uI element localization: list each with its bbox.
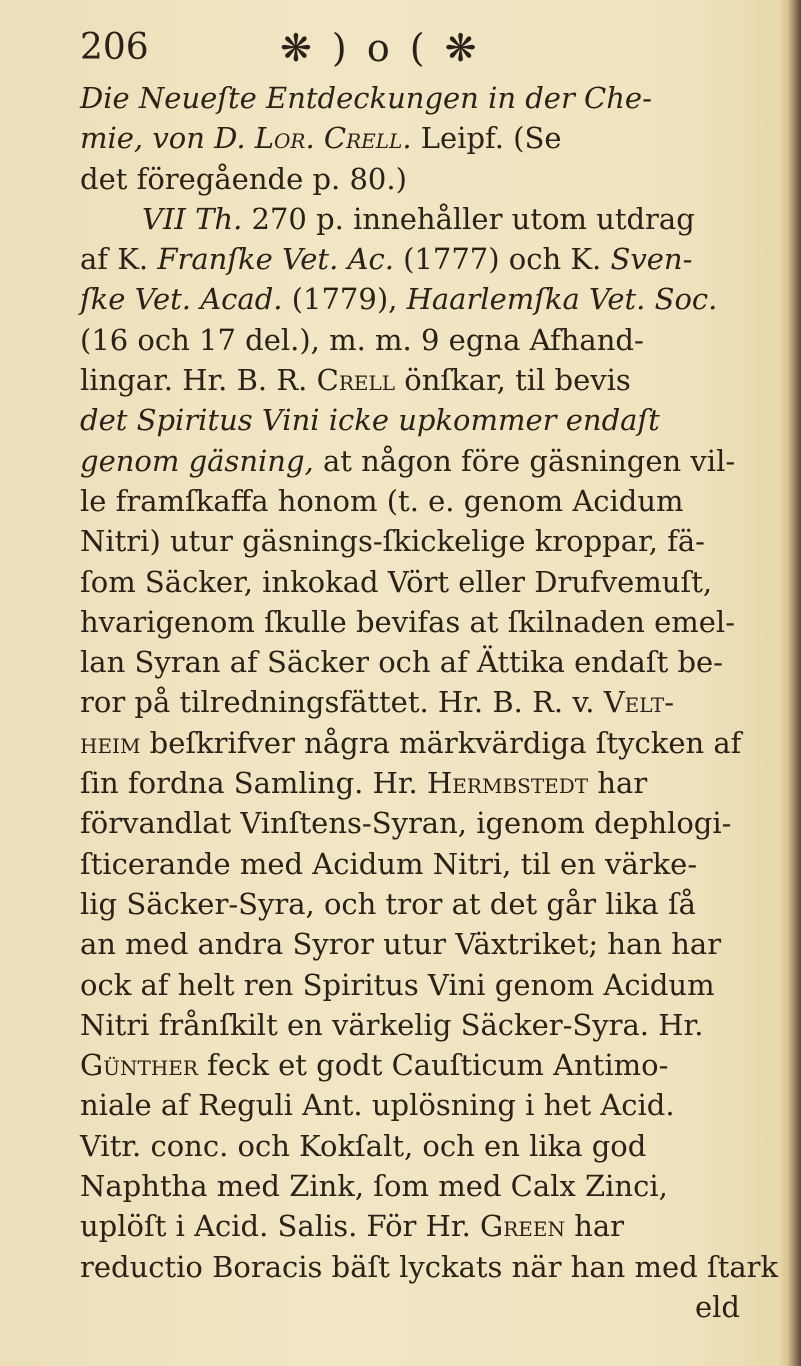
text-segment: Hermbstedt — [427, 766, 589, 801]
text-line — [80, 562, 740, 602]
text-line — [80, 159, 740, 199]
text-line — [80, 803, 740, 843]
text-segment: eld — [694, 1289, 740, 1324]
text-segment: förvandlat Vinſtens-Syran, igenom dephlogi- — [80, 806, 732, 841]
text-line — [80, 602, 740, 642]
text-segment: ſke Vet. Acad. — [80, 282, 283, 317]
text-segment: ſticerande med Acidum Nitri, til en värke- — [80, 846, 698, 881]
text-line — [80, 1045, 740, 1085]
text-segment: uplöſt i Acid. Salis. För Hr. — [80, 1209, 481, 1244]
text-segment: ſin fordna Samling. Hr. — [80, 766, 427, 801]
text-segment: (1779), — [282, 282, 407, 317]
text-segment: af K. — [80, 242, 158, 277]
text-segment: ror på tilredningsfättet. Hr. B. R. v. — [80, 685, 604, 720]
text-line — [80, 763, 740, 803]
text-line — [80, 1126, 740, 1166]
text-line — [80, 78, 740, 118]
text-segment: 270 p. innehåller utom utdrag — [242, 201, 695, 236]
text-line — [80, 924, 740, 964]
text-line — [80, 642, 740, 682]
text-line — [80, 884, 740, 924]
text-line — [80, 441, 740, 481]
text-segment: (16 och 17 del.), m. m. 9 egna Afhand- — [80, 322, 644, 357]
text-segment: har — [564, 1209, 625, 1244]
text-segment: lingar. Hr. B. R. — [80, 363, 317, 398]
text-line — [80, 1166, 740, 1206]
text-line — [80, 400, 740, 440]
text-segment: ſom Säcker, inkokad Vört eller Drufvemuſt, — [80, 564, 713, 599]
page-header — [80, 18, 720, 78]
body-text — [80, 78, 779, 1327]
text-segment: Franſke Vet. Ac. — [157, 242, 394, 277]
text-line — [80, 239, 740, 279]
text-line — [80, 320, 740, 360]
page-edge-shadow — [779, 0, 801, 1366]
text-line — [80, 1247, 779, 1287]
text-segment: önſkar, til bevis — [395, 363, 631, 398]
text-segment: lan Syran af Säcker och af Ättika endaſt be- — [80, 645, 723, 680]
text-segment: har — [588, 766, 648, 801]
text-line — [80, 481, 740, 521]
text-line — [80, 1206, 740, 1246]
text-segment: feck et godt Cauſticum Antimo- — [197, 1048, 669, 1083]
text-segment: reductio Boracis bäſt lyckats när han med ſtark — [80, 1249, 779, 1284]
text-segment: beſkrifver några märkvärdiga ſtycken af — [140, 725, 742, 760]
text-segment: le framſkaffa honom (t. e. genom Acidum — [80, 483, 684, 518]
text-segment: Nitri) utur gäsnings-ſkickelige kroppar, fä- — [80, 524, 705, 559]
text-line — [80, 279, 740, 319]
text-line — [80, 1005, 740, 1045]
text-line — [80, 521, 740, 561]
text-segment: (1777) och K. — [393, 242, 611, 277]
text-segment: Die Neueſte Entdeckungen in der Che- — [80, 81, 652, 115]
text-segment: det föregående p. 80.) — [80, 161, 407, 196]
text-segment: det Spiritus Vini icke upkommer endaſt — [80, 403, 660, 438]
text-segment: hvarigenom ſkulle bevifas at ſkilnaden emel- — [80, 604, 735, 639]
text-line — [80, 199, 740, 239]
text-segment: Sven- — [610, 242, 693, 277]
text-segment: Günther — [80, 1048, 198, 1083]
text-line — [80, 965, 740, 1005]
text-line — [80, 360, 740, 400]
text-segment: Crell — [316, 363, 396, 398]
text-line — [80, 723, 740, 763]
text-segment: ock af helt ren Spiritus Vini genom Acidum — [80, 967, 715, 1002]
text-segment: an med andra Syror utur Växtriket; han har — [80, 927, 722, 962]
text-segment: Green — [480, 1209, 565, 1244]
text-segment: Lor. Crell. — [254, 121, 412, 156]
text-segment: lig Säcker-Syra, och tror at det går lika ſå — [80, 886, 696, 921]
text-segment: VII Th. — [142, 201, 243, 236]
text-segment: Haarlemſka Vet. Soc. — [406, 282, 718, 317]
text-segment: Velt- — [603, 685, 675, 720]
text-segment: Nitri frånſkilt en värkelig Säcker-Syra. Hr. — [80, 1007, 704, 1042]
text-line — [80, 1287, 740, 1327]
text-segment: Vitr. conc. och Kokſalt, och en lika god — [80, 1128, 647, 1163]
text-segment: mie, von D. — [80, 121, 255, 156]
text-line — [80, 682, 740, 722]
text-line — [80, 1085, 740, 1125]
text-segment: genom gäsning, — [80, 443, 314, 478]
text-segment: Leipf. (Se — [411, 121, 562, 156]
text-line — [80, 118, 740, 158]
page-number: 206 — [80, 27, 149, 68]
header-ornament: ❋ ) o ( ❋ — [280, 26, 481, 70]
text-segment: Naphtha med Zink, ſom med Calx Zinci, — [80, 1169, 668, 1204]
text-line — [80, 844, 740, 884]
text-segment: niale af Reguli Ant. uplösning i het Acid. — [80, 1088, 675, 1123]
text-segment: at någon före gäsningen vil- — [313, 443, 736, 478]
text-segment: heim — [80, 725, 141, 760]
